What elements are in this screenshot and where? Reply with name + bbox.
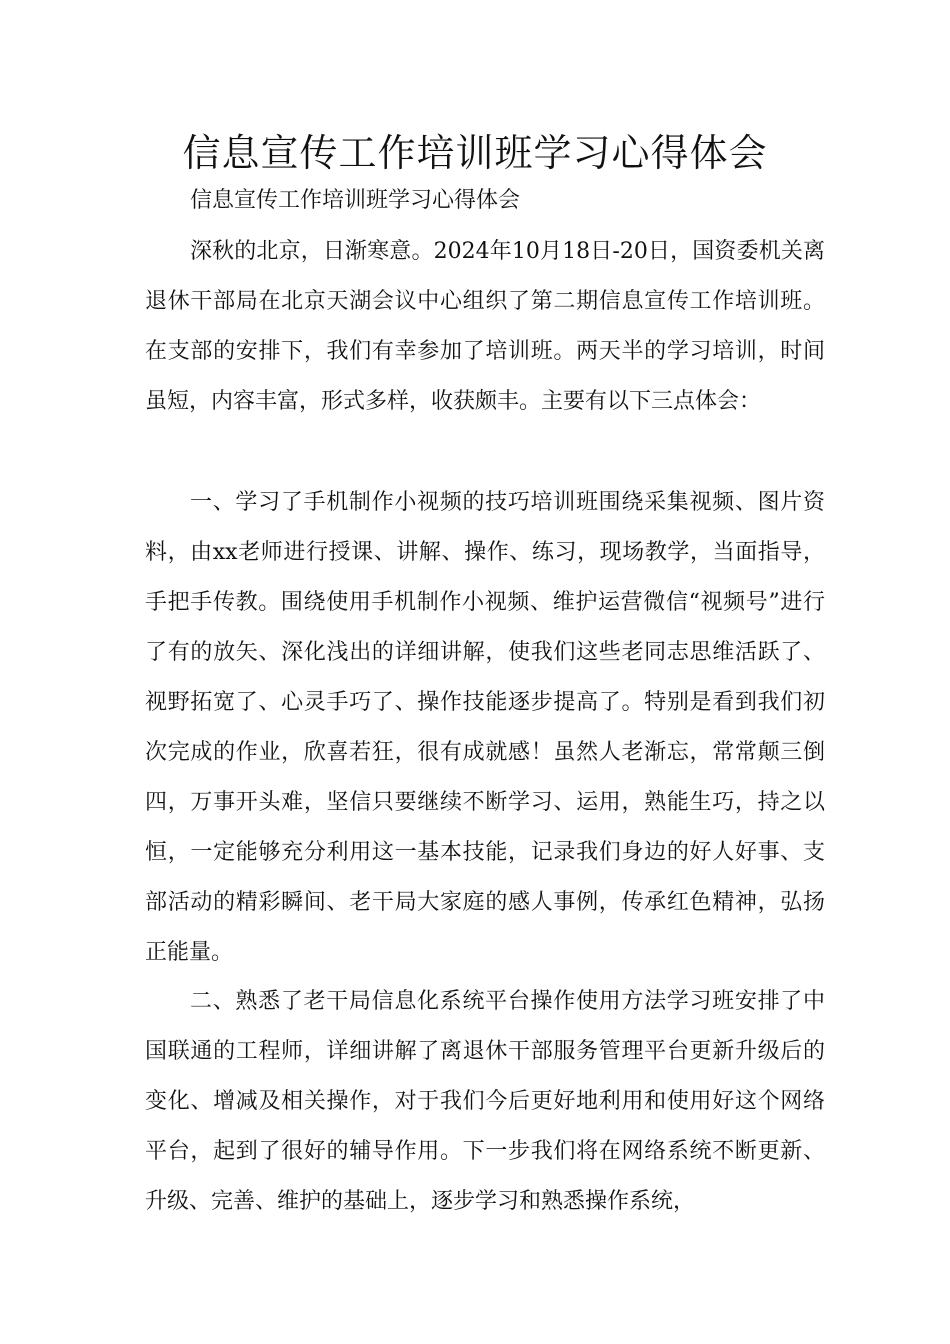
paragraph-point-one: 一、学习了手机制作小视频的技巧培训班围绕采集视频、图片资料，由xx老师进行授课、讲解、操作、练习，现场教学，当面指导，手把手传教。围绕使用手机制作小视频、维护运营微信“视频号”进行了有的放矢、深化浅出的详细讲解，使我们这些老同志思维活跃了、视野拓宽了、心灵手巧了、操作技能逐步提高了。特别是看到我们初次完成的作业，欣喜若狂，很有成就感！虽然人老渐忘，常常颠三倒四，万事开头难，坚信只要继续不断学习、运用，熟能生巧，持之以恒，一定能够充分利用这一基本技能，记录我们身边的好人好事、支部活动的精彩瞬间、老干局大家庭的感人事例，传承红色精神，弘扬正能量。 bbox=[145, 490, 825, 965]
document-subtitle: 信息宣传工作培训班学习心得体会 bbox=[190, 188, 521, 213]
document-title: 信息宣传工作培训班学习心得体会 bbox=[182, 131, 768, 175]
paragraph-intro: 深秋的北京，日渐寒意。2024年10月18日-20日，国资委机关离退休干部局在北京天湖会议中心组织了第二期信息宣传工作培训班。在支部的安排下，我们有幸参加了培训班。两天半的学习培训，时间虽短，内容丰富，形式多样，收获颇丰。主要有以下三点体会： bbox=[145, 239, 825, 414]
paragraph-point-two: 二、熟悉了老干局信息化系统平台操作使用方法学习班安排了中国联通的工程师，详细讲解了离退休干部服务管理平台更新升级后的变化、增减及相关操作，对于我们今后更好地利用和使用好这个网络平台，起到了很好的辅导作用。下一步我们将在网络系统不断更新、升级、完善、维护的基础上，逐步学习和熟悉操作系统， bbox=[145, 989, 825, 1214]
